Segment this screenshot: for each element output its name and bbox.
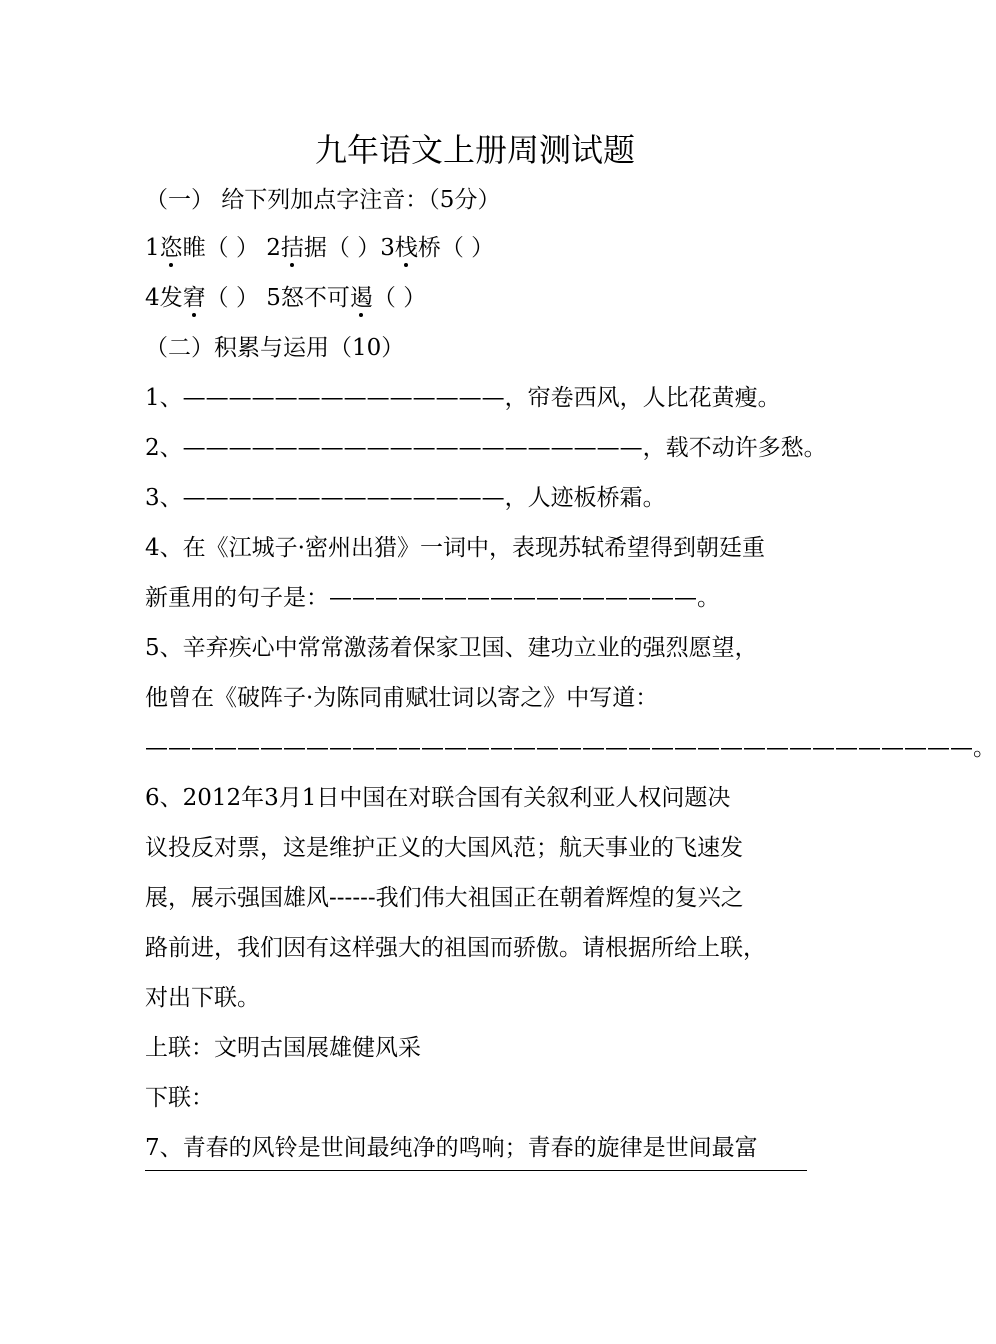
question-line: 2、————————————————————，载不动许多愁。 [145,435,827,461]
question-line: 对出下联。 [145,985,260,1011]
q2-dotted-char: 拮 [280,235,304,261]
footer-divider [145,1170,807,1171]
answer-blank-line: ————————————————————————————————————。 [145,735,996,761]
q5-pre: 怒不可 [280,285,350,311]
q1-number: 1 [145,235,160,261]
q5-dotted-char: 遏 [349,285,373,311]
q4-dotted-char: 窘 [182,285,206,311]
question-line: 3、——————————————，人迹板桥霜。 [145,485,666,511]
q3-post: 桥 [417,235,441,261]
pinyin-row-1 [145,232,810,264]
q3-dotted-char: 栈 [394,235,418,261]
q3-number: 3 [380,235,395,261]
question-line: 新重用的句子是：————————————————。 [145,585,720,611]
q4-blank: （ ） [205,285,259,311]
q5-blank: （ ） [372,285,427,311]
question-line: 6、2012年3月1日中国在对联合国有关叙利亚人权问题决 [145,785,731,811]
question-line: 他曾在《破阵子·为陈同甫赋壮词以寄之》中写道： [145,685,659,711]
q1-post: 睢 [182,235,206,261]
q5-number: 5 [266,285,281,311]
lower-couplet: 下联： [145,1085,214,1111]
question-line: 5、辛弃疾心中常常激荡着保家卫国、建功立业的强烈愿望， [145,635,758,661]
q3-blank: （ ） [440,235,495,261]
q2-blank: （ ） [326,235,381,261]
section2-heading: （二）积累与运用（10） [145,335,405,361]
section1-heading: （一） 给下列加点字注音：（5分） [145,187,501,213]
question-line: 议投反对票，这是维护正义的大国风范；航天事业的飞速发 [145,835,743,861]
q4-number: 4 [145,285,160,311]
question-line: 4、在《江城子·密州出猎》一词中，表现苏轼希望得到朝廷重 [145,535,765,561]
q1-dotted-char: 恣 [159,235,183,261]
question-line: 展，展示强国雄风------我们伟大祖国正在朝着辉煌的复兴之 [145,885,744,911]
q1-blank: （ ） [205,235,259,261]
question-line: 7、青春的风铃是世间最纯净的鸣响；青春的旋律是世间最富 [145,1135,758,1161]
upper-couplet: 上联：文明古国展雄健风采 [145,1035,421,1061]
page-title: 九年语文上册周测试题 [314,131,635,169]
q2-post: 据 [303,235,327,261]
pinyin-row-2 [145,282,810,314]
question-line: 1、——————————————，帘卷西风，人比花黄瘦。 [145,385,781,411]
question-line: 路前进，我们因有这样强大的祖国而骄傲。请根据所给上联， [145,935,766,961]
q4-pre: 发 [159,285,183,311]
q2-number: 2 [266,235,281,261]
